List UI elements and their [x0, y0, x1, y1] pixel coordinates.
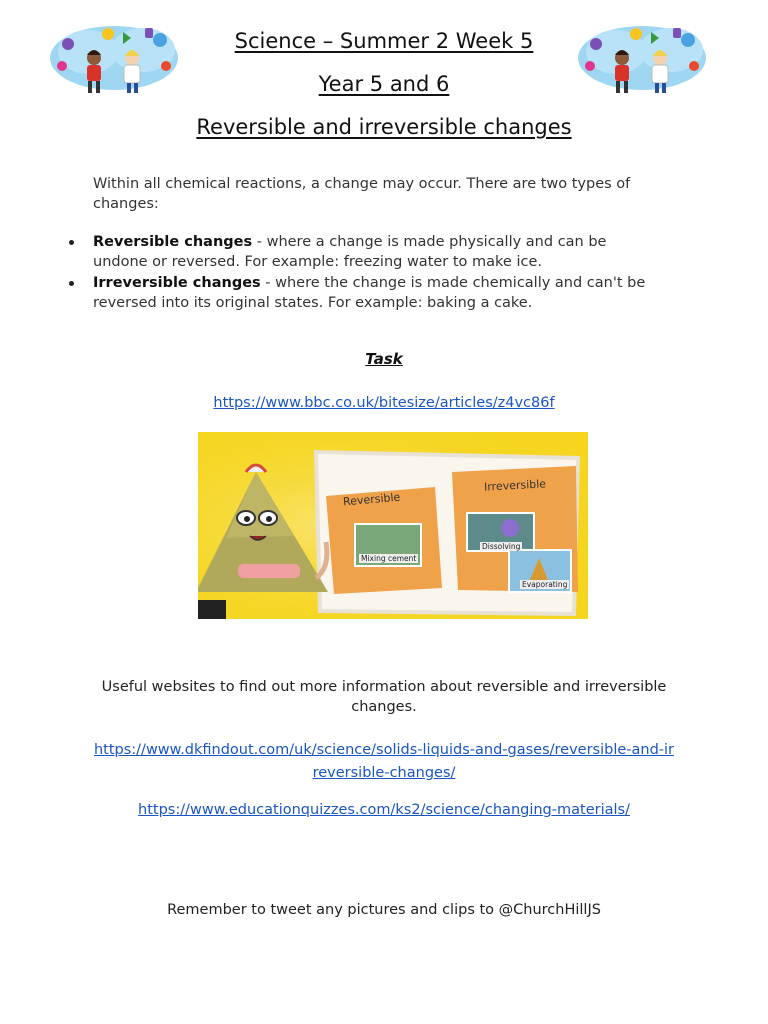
bitesize-video-thumbnail[interactable] [198, 432, 588, 619]
document-title: Science – Summer 2 Week 5 [234, 29, 534, 53]
task-heading: Task [365, 350, 403, 368]
card-label-irreversible: Irreversible [483, 477, 547, 494]
footer-tweet-note: Remember to tweet any pictures and clips to @ChurchHillJS [167, 902, 601, 918]
desc-irreversible: - where the change is made chemically and can't be reversed into its original states. For example: baking a cake. [93, 275, 646, 311]
year-heading: Year 5 and 6 [318, 72, 450, 96]
term-reversible: Reversible changes [93, 234, 253, 250]
term-irreversible: Irreversible changes [93, 275, 261, 291]
bullet-dot [69, 240, 74, 245]
bullet-reversible [93, 232, 663, 272]
bullet-dot [69, 281, 74, 286]
websites-intro: Useful websites to find out more information about reversible and irreversible changes. [101, 679, 667, 715]
bullet-irreversible [93, 273, 663, 313]
card-label-reversible: Reversible [342, 490, 401, 509]
topic-heading: Reversible and irreversible changes [196, 115, 572, 139]
intro-paragraph: Within all chemical reactions, a change may occur. There are two types of changes: [93, 176, 631, 212]
educationquizzes-link[interactable]: https://www.educationquizzes.com/ks2/science/changing-materials/ [138, 802, 630, 818]
desc-reversible: - where a change is made physically and can be undone or reversed. For example: freezing water to make ice. [93, 234, 607, 270]
bbc-bitesize-link[interactable]: https://www.bbc.co.uk/bitesize/articles/z4vc86f [213, 395, 555, 411]
photo-label-mixing: Mixing cement [361, 554, 417, 563]
photo-label-evaporating: Evaporating [522, 580, 568, 589]
dkfindout-link[interactable]: https://www.dkfindout.com/uk/science/solids-liquids-and-gases/reversible-and-irreversible-changes/ [93, 742, 675, 781]
photo-label-dissolving: Dissolving [482, 542, 521, 551]
